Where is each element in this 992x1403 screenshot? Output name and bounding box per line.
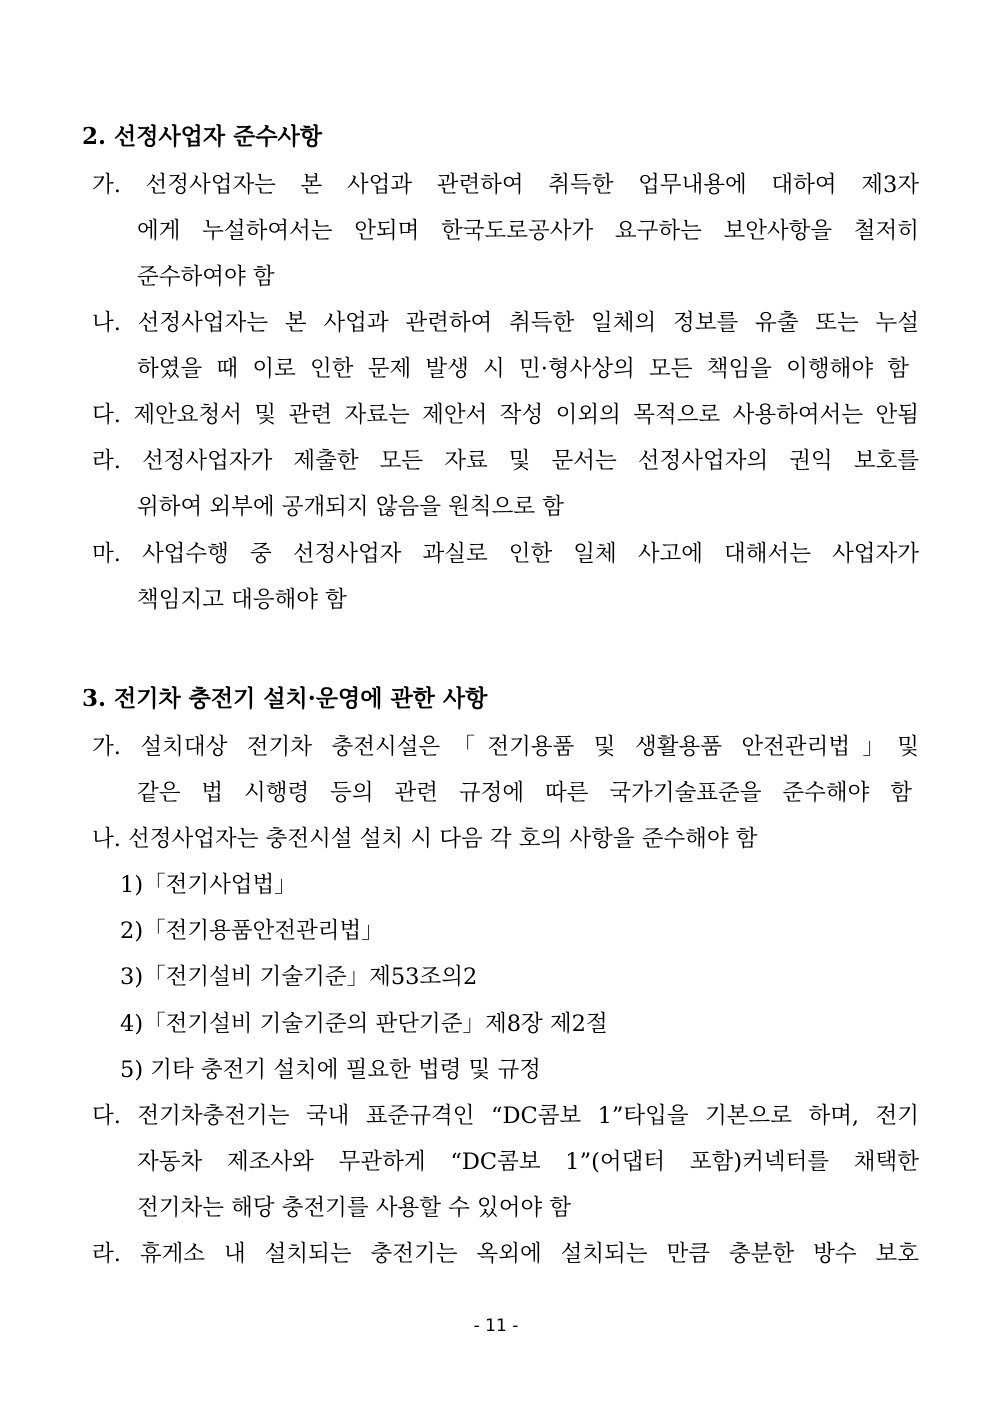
page-number: - 11 -: [473, 1316, 519, 1336]
law-item-4: 4)「전기설비 기술기준의 판단기준」제8장 제2절: [120, 1011, 608, 1037]
section-3-item-ga-line-2: 같은 법 시행령 등의 관련 규정에 따른 국가기술표준을 준수해야 함: [137, 780, 912, 806]
section-3-item-ra-line-1: 라. 휴게소 내 설치되는 충전기는 옥외에 설치되는 만큼 충분한 방수 보호: [92, 1241, 919, 1267]
section-3-item-na: 나. 선정사업자는 충전시설 설치 시 다음 각 호의 사항을 준수해야 함: [92, 826, 758, 852]
section-2-item-ga-line-2: 에게 누설하여서는 안되며 한국도로공사가 요구하는 보안사항을 철저히: [137, 218, 919, 244]
section-2-item-ma-line-2: 책임지고 대응해야 함: [137, 587, 347, 613]
section-2-item-ra-line-2: 위하여 외부에 공개되지 않음을 원칙으로 함: [137, 494, 564, 520]
law-item-3: 3)「전기설비 기술기준」제53조의2: [120, 964, 478, 990]
section-3-heading: 3. 전기차 충전기 설치·운영에 관한 사항: [82, 685, 488, 712]
section-2-item-ra-line-1: 라. 선정사업자가 제출한 모든 자료 및 문서는 선정사업자의 권익 보호를: [92, 448, 919, 474]
section-2-item-ga-line-1: 가. 선정사업자는 본 사업과 관련하여 취득한 업무내용에 대하여 제3자: [92, 172, 919, 198]
law-item-5: 5) 기타 충전기 설치에 필요한 법령 및 규정: [120, 1057, 541, 1083]
section-3-item-ga-line-1: 가. 설치대상 전기차 충전시설은「전기용품 및 생활용품 안전관리법」및: [92, 734, 919, 760]
section-3-item-da-line-1: 다. 전기차충전기는 국내 표준규격인 “DC콤보 1”타입을 기본으로 하며, 전기: [92, 1103, 919, 1129]
section-3-item-da-line-3: 전기차는 해당 충전기를 사용할 수 있어야 함: [137, 1195, 572, 1221]
section-2-item-ga-line-3: 준수하여야 함: [137, 264, 275, 290]
section-2-item-na-line-1: 나. 선정사업자는 본 사업과 관련하여 취득한 일체의 정보를 유출 또는 누설: [92, 310, 919, 336]
section-3-item-da-line-2: 자동차 제조사와 무관하게 “DC콤보 1”(어댑터 포함)커넥터를 채택한: [137, 1149, 919, 1175]
section-2-item-da: 다. 제안요청서 및 관련 자료는 제안서 작성 이외의 목적으로 사용하여서는 안됨: [92, 402, 919, 428]
section-2-item-ma-line-1: 마. 사업수행 중 선정사업자 과실로 인한 일체 사고에 대해서는 사업자가: [92, 541, 919, 567]
section-2-heading: 2. 선정사업자 준수사항: [82, 123, 322, 150]
law-item-1: 1)「전기사업법」: [120, 872, 297, 898]
law-item-2: 2)「전기용품안전관리법」: [120, 918, 384, 944]
section-2-item-na-line-2: 하였을 때 이로 인한 문제 발생 시 민·형사상의 모든 책임을 이행해야 함: [137, 356, 909, 382]
